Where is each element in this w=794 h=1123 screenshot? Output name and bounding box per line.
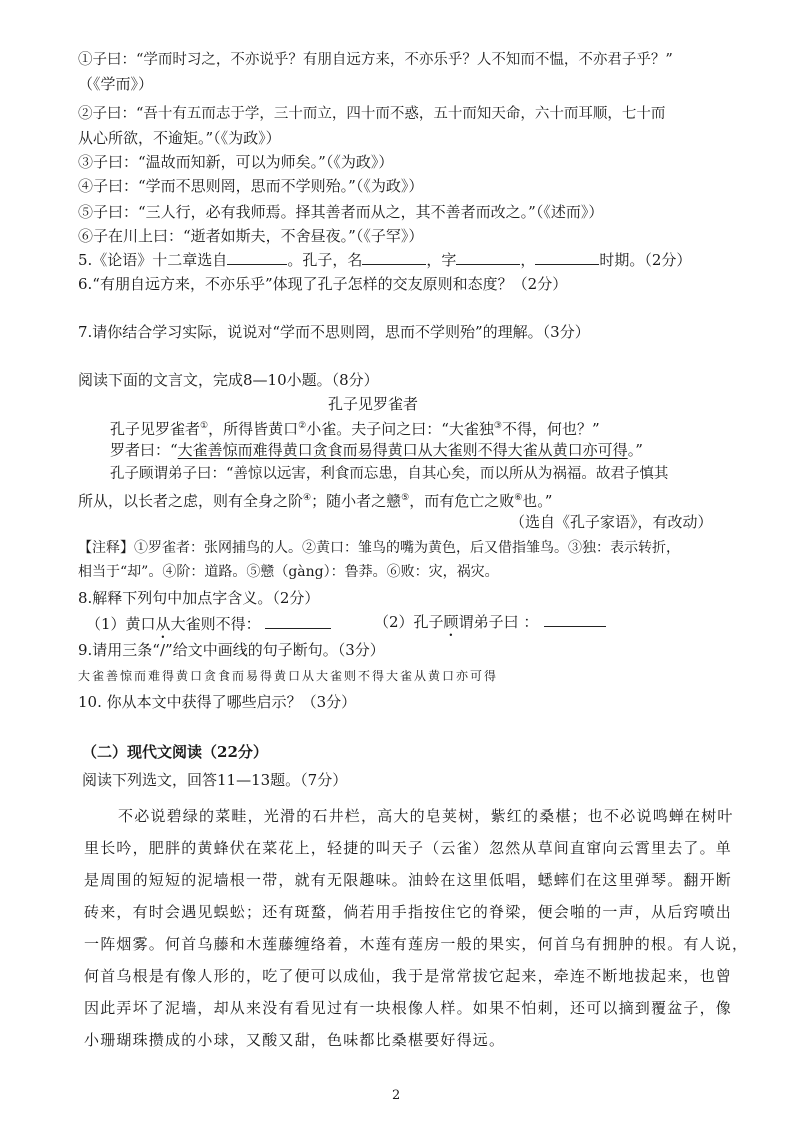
- lunyu-q3: ③子曰：“温故而知新，可以为师矣。”（《为政》）: [78, 153, 394, 171]
- q8-item2-dotted-char: 顾: [443, 613, 459, 631]
- q8-item2-pre: （2）孔子: [374, 613, 444, 631]
- question-6: 6.“有朋自远方来，不亦乐乎”体现了孔子怎样的交友原则和态度？（2分）: [78, 275, 568, 293]
- q5-blank-name[interactable]: [362, 250, 426, 265]
- q8-item1-pre: （1）黄口: [86, 615, 156, 633]
- underlined-sentence: 大雀善惊而难得黄口贪食而易得黄口从大雀则不得大雀从黄口亦可得: [177, 441, 628, 459]
- question-7: 7.请你结合学习实际，说说对“学而不思则罔，思而不学则殆”的理解。（3分）: [78, 323, 590, 341]
- modern-text-line-6: 何首乌根是有像人形的，吃了便可以成仙，我于是常常拔它起来，牵连不断地拔起来，也曾: [84, 967, 733, 985]
- question-8-item-2: [374, 612, 606, 640]
- note-marker-5: ⑤: [401, 493, 410, 503]
- p1-text-d: 不得，何也？”: [501, 420, 600, 438]
- modern-text-line-7: 因此弄坏了泥墙，却从来没有看见过有一块根像人样。如果不怕刺，还可以摘到覆盆子，像: [84, 999, 733, 1017]
- q5-text-c: ，字: [426, 251, 457, 269]
- q5-text-a: 5.《论语》十二章选自: [78, 251, 228, 269]
- question-8-item-1: [86, 614, 331, 642]
- q8-item2-post: 谓弟子曰 ：: [458, 613, 539, 631]
- p2-text-a: 罗者曰：“: [110, 441, 178, 459]
- note-marker-4: ④: [303, 493, 312, 503]
- lunyu-q1-line1: ①子曰：“学而时习之，不亦说乎？有朋自远方来，不亦乐乎？人不知而不愠，不亦君子乎？”: [78, 52, 673, 68]
- classical-title: 孔子见罗雀者: [328, 395, 419, 413]
- question-9-sentence[interactable]: 大雀善惊而难得黄口贪食而易得黄口从大雀则不得大雀从黄口亦可得: [78, 669, 499, 683]
- p1-text-a: 孔子见罗雀者: [110, 420, 201, 438]
- q5-blank-source[interactable]: [227, 250, 287, 265]
- p3-text-c: ，而有危亡之败: [409, 492, 515, 510]
- modern-text-line-8: 小珊瑚珠攒成的小球，又酸又甜，色味都比桑椹要好得远。: [84, 1031, 506, 1049]
- classical-para-2: [110, 440, 643, 460]
- modern-reading-intro: 阅读下列选文，回答11—13题。（7分）: [82, 771, 348, 789]
- q5-text-e: 时期。（2分）: [599, 251, 692, 269]
- lunyu-q4: ④子曰：“学而不思则罔，思而不学则殆。”（《为政》）: [78, 177, 424, 195]
- q8-item2-answer-blank[interactable]: [544, 612, 606, 627]
- question-10: 10. 你从本文中获得了哪些启示？（3分）: [78, 693, 357, 711]
- page-number: 2: [392, 1088, 401, 1103]
- q5-blank-period[interactable]: [535, 250, 599, 265]
- q8-item1-dotted-char: 从: [155, 615, 171, 633]
- note-marker-3: ③: [493, 421, 502, 431]
- modern-text-line-1: 不必说碧绿的菜畦，光滑的石井栏，高大的皂荚树，紫红的桑椹；也不必说鸣蝉在树叶: [118, 807, 734, 825]
- q5-text-b: 。孔子，名: [287, 251, 363, 269]
- lunyu-q6: ⑥子在川上曰：“逝者如斯夫，不舍昼夜。”（《子罕》）: [78, 227, 424, 245]
- modern-text-line-2: 里长吟，肥胖的黄蜂伏在菜花上，轻捷的叫天子（云雀）忽然从草间直窜向云霄里去了。单: [84, 839, 733, 857]
- lunyu-q2-line2: 从心所欲，不逾矩。”（《为政》）: [78, 129, 281, 147]
- classical-para-1: [110, 416, 600, 439]
- classical-intro: 阅读下面的文言文，完成8—10小题。（8分）: [78, 371, 379, 389]
- modern-reading-header: （二）现代文阅读（22分）: [82, 743, 268, 761]
- p1-text-b: ，所得皆黄口: [208, 420, 299, 438]
- p1-text-c: 小雀。夫子问之曰：“大雀独: [306, 420, 494, 438]
- p2-text-c: 。”: [627, 441, 643, 459]
- classical-notes-line1: 【注释】①罗雀者：张网捕鸟的人。②黄口：雏鸟的嘴为黄色，后又借指雏鸟。③独：表示转折，: [78, 540, 680, 556]
- q5-text-d: ，: [520, 251, 536, 269]
- question-9-stem: 9.请用三条“/”给文中画线的句子断句。（3分）: [78, 641, 385, 659]
- p3-text-a: 所从，以长者之虑，则有全身之阶: [78, 492, 304, 510]
- q8-item1-post: 大雀则不得：: [170, 615, 261, 633]
- p3-text-d: 也。”: [522, 492, 553, 510]
- classical-para-3-line2: [78, 488, 552, 511]
- question-8-stem: 8.解释下列句中加点字含义。（2分）: [78, 589, 320, 607]
- q8-item1-answer-blank[interactable]: [265, 614, 331, 629]
- classical-source: （选自《孔子家语》，有改动）: [510, 513, 713, 531]
- modern-text-line-3: 是周围的短短的泥墙根一带，就有无限趣味。油蛉在这里低唱，蟋蟀们在这里弹琴。翻开断: [84, 871, 733, 889]
- classical-para-3-line1: 孔子顾谓弟子曰：“善惊以远害，利食而忘患，自其心矣，而以所从为祸福。故君子慎其: [110, 466, 669, 482]
- classical-notes-line2: 相当于“却”。④阶：道路。⑤戆（gàng）：鲁莽。⑥败：灾，祸灾。: [78, 564, 499, 580]
- q5-blank-courtesy-name[interactable]: [456, 250, 520, 265]
- note-marker-2: ②: [298, 421, 307, 431]
- modern-text-line-5: 一阵烟雾。何首乌藤和木莲藤缠络着，木莲有莲房一般的果实，何首乌有拥肿的根。有人说，: [84, 935, 749, 953]
- question-5: [78, 250, 691, 270]
- note-marker-6: ⑥: [514, 493, 523, 503]
- modern-text-line-4: 砖来，有时会遇见蜈蚣；还有斑蝥，倘若用手指按住它的脊梁，便会啪的一声，从后窍喷出: [84, 903, 733, 921]
- p3-text-b: ；随小者之戆: [311, 492, 402, 510]
- lunyu-q1-line2: （《学而》）: [78, 75, 154, 93]
- note-marker-1: ①: [200, 421, 209, 431]
- lunyu-q2-line1: ②子曰：“吾十有五而志于学，三十而立，四十而不惑，五十而知天命，六十而耳顺，七十而: [78, 106, 666, 122]
- lunyu-q5: ⑤子曰：“三人行，必有我师焉。择其善者而从之，其不善者而改之。”（《述而》）: [78, 203, 604, 221]
